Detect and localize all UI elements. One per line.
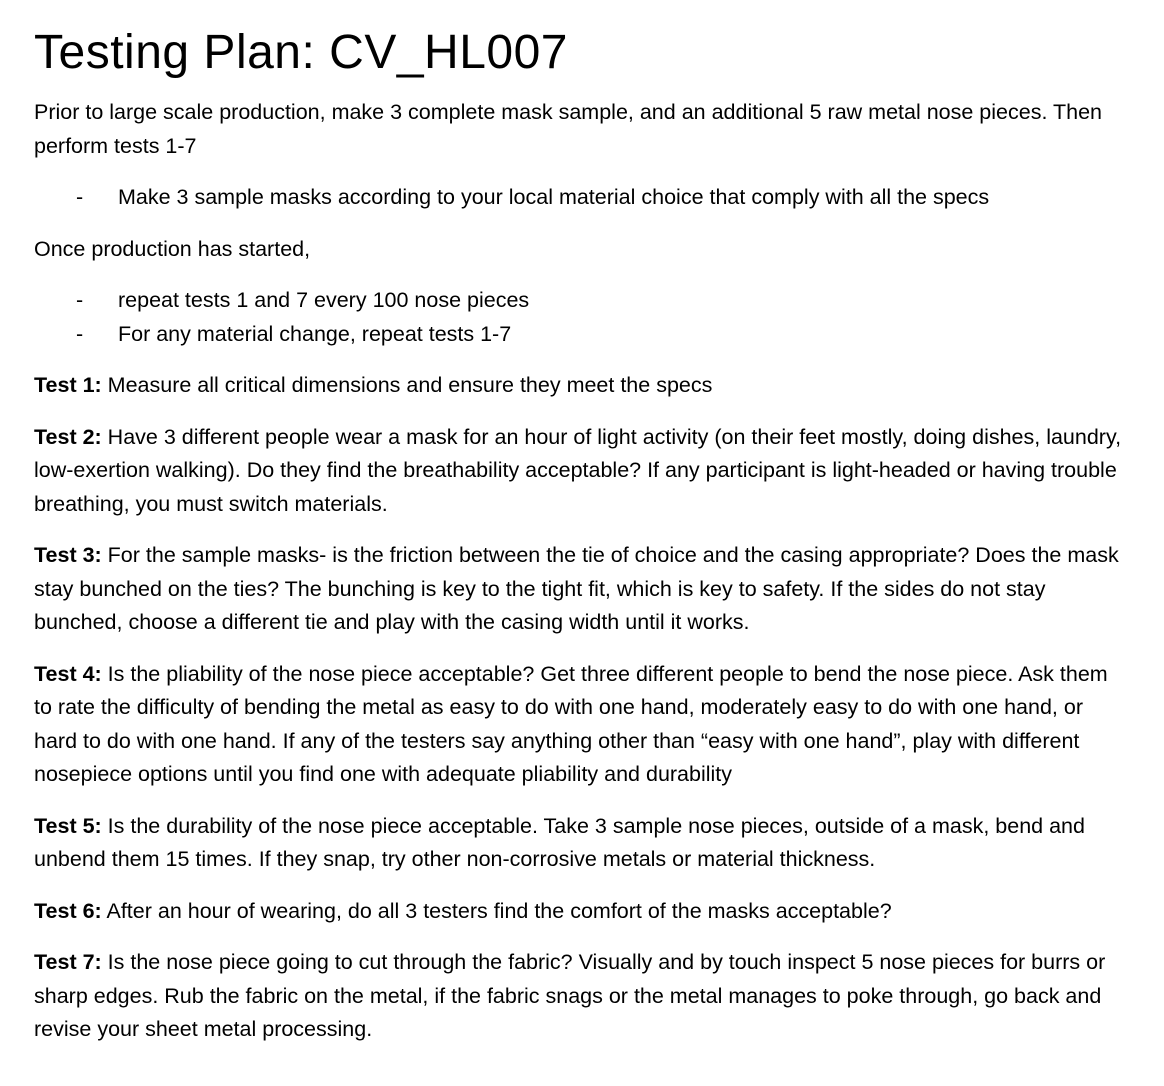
production-label: Once production has started, bbox=[34, 236, 311, 261]
production-list bbox=[34, 284, 1124, 351]
test-text: Measure all critical dimensions and ensure they meet the specs bbox=[101, 373, 713, 397]
list-item bbox=[34, 181, 1124, 215]
test-text: Is the pliability of the nose piece acceptable? Get three different people to bend the nose piece. Ask them to rate the difficulty of bending the metal as easy to do with one hand, moderately easy to do with one hand, or hard to do with one hand. If any of the testers say anything other than “easy with one hand”, play with different nosepiece options until you find one with adequate pliability and durability bbox=[34, 661, 1108, 786]
test-7-paragraph bbox=[34, 946, 1124, 1047]
test-label: Test 1: bbox=[34, 373, 102, 397]
test-text: Have 3 different people wear a mask for an hour of light activity (on their feet mostly, doing dishes, laundry, low-exertion walking). Do they find the breathability acceptable? If any participant is light-headed or having trouble breathing, you must switch materials. bbox=[34, 424, 1122, 516]
pre-production-list bbox=[34, 181, 1124, 215]
test-3-paragraph bbox=[34, 539, 1124, 640]
list-item-text: repeat tests 1 and 7 every 100 nose pieces bbox=[118, 288, 530, 312]
bullet-dash: - bbox=[76, 288, 84, 312]
intro-paragraph: Prior to large scale production, make 3 complete mask sample, and an additional 5 raw metal nose pieces. Then perform tests 1-7 bbox=[34, 100, 1103, 158]
test-label: Test 3: bbox=[34, 543, 102, 567]
test-5-paragraph bbox=[34, 810, 1124, 877]
test-1-paragraph bbox=[34, 369, 1124, 403]
test-text: Is the durability of the nose piece acceptable. Take 3 sample nose pieces, outside of a mask, bend and unbend them 15 times. If they snap, try other non-corrosive metals or material thickness. bbox=[34, 813, 1085, 871]
test-label: Test 7: bbox=[34, 950, 102, 974]
test-6-paragraph bbox=[34, 895, 1124, 929]
test-label: Test 4: bbox=[34, 661, 102, 686]
test-text: Is the nose piece going to cut through the fabric? Visually and by touch inspect 5 nose pieces for burrs or sharp edges. Rub the fabric on the metal, if the fabric snags or the metal manages to poke through, go back and revise your sheet metal processing. bbox=[34, 950, 1106, 1041]
document-title: Testing Plan: CV_HL007 bbox=[34, 26, 568, 79]
test-label: Test 2: bbox=[34, 424, 102, 449]
list-item bbox=[34, 284, 1124, 318]
test-4-paragraph bbox=[34, 658, 1124, 792]
list-item-text: For any material change, repeat tests 1-7 bbox=[118, 321, 512, 346]
test-text: For the sample masks- is the friction between the tie of choice and the casing appropriate? Does the mask stay bunched on the ties? The bunching is key to the tight fit, which is key to safety. If the sides do not stay bunched, choose a different tie and play with the casing width until it works. bbox=[34, 543, 1119, 634]
test-label: Test 5: bbox=[34, 813, 102, 838]
test-text: After an hour of wearing, do all 3 testers find the comfort of the masks acceptable? bbox=[101, 898, 892, 923]
list-item-text: Make 3 sample masks according to your local material choice that comply with all the specs bbox=[118, 185, 990, 209]
bullet-dash: - bbox=[76, 185, 84, 209]
test-2-paragraph bbox=[34, 421, 1124, 522]
test-label: Test 6: bbox=[34, 898, 102, 923]
bullet-dash: - bbox=[76, 321, 84, 346]
list-item bbox=[34, 318, 1124, 352]
